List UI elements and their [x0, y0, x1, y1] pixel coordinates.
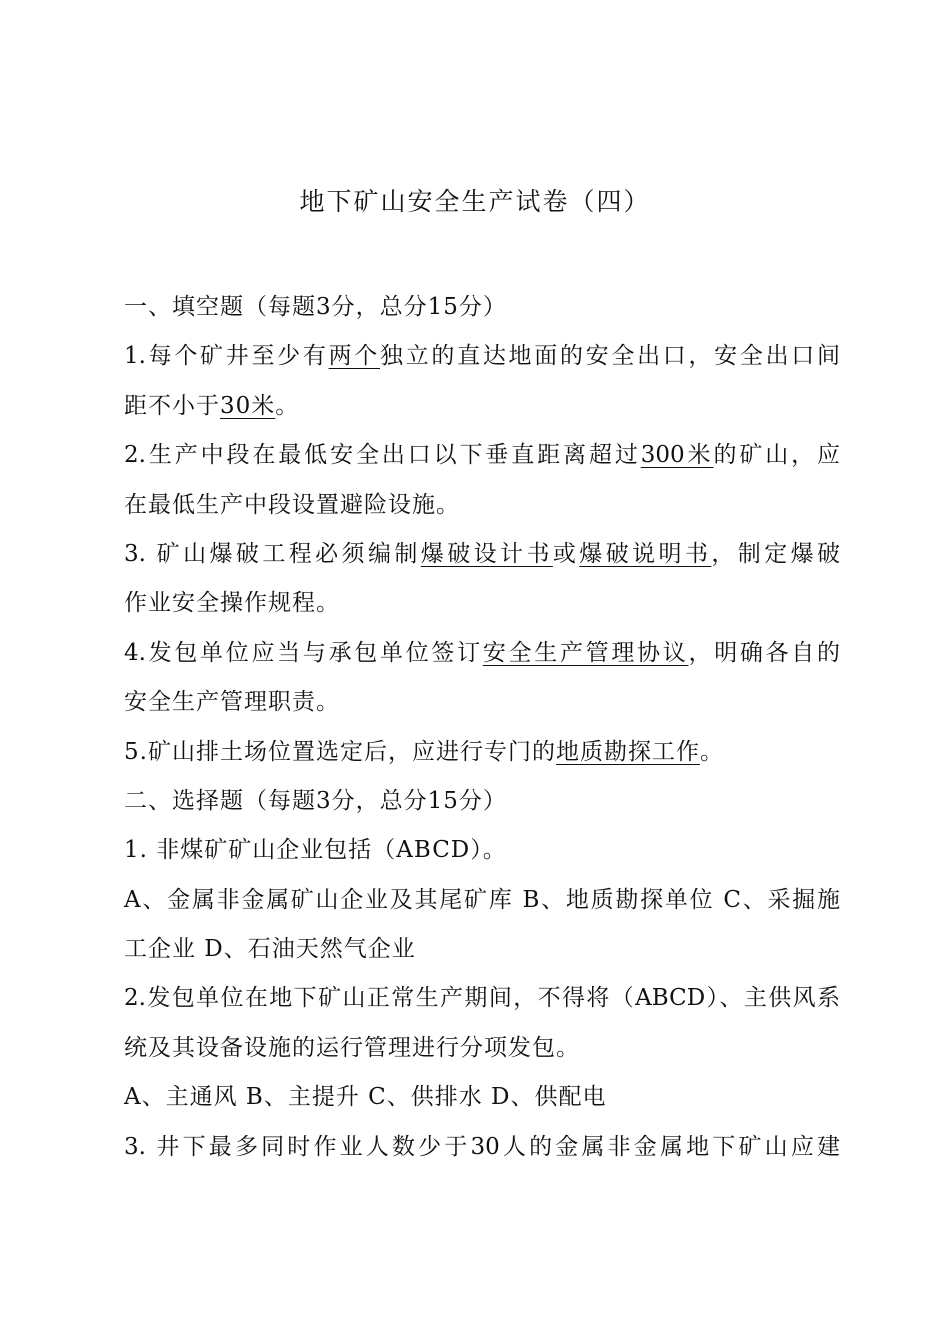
text-line [124, 481, 840, 530]
text-line [124, 826, 840, 875]
text-segment: 或 [552, 540, 580, 567]
text-segment: A、主通风 B、主提升 C、供排水 D、供配电 [124, 1084, 607, 1111]
text-segment: 距不小于 [124, 392, 220, 419]
text-segment: ，制定爆破 [711, 540, 841, 567]
text-line [124, 1024, 840, 1073]
answer-blank: 地质勘探工作 [555, 738, 700, 765]
text-segment: A、金属非金属矿山企业及其尾矿库 B、地质勘探单位 C、采掘施 [124, 886, 840, 913]
answer-blank: 两个 [328, 343, 381, 370]
text-segment: 3. 矿山爆破工程必须编制 [124, 540, 421, 567]
text-segment: 2.生产中段在最低安全出口以下垂直距离超过 [124, 442, 641, 469]
text-line [124, 431, 840, 480]
answer-blank: 爆破说明书 [579, 540, 712, 567]
text-segment: 工企业 D、石油天然气企业 [124, 936, 416, 963]
text-segment: 。 [275, 392, 300, 419]
text-line [124, 629, 840, 678]
answer-blank: 30米 [220, 392, 276, 419]
text-segment: 1. 非煤矿矿山企业包括（ABCD）。 [124, 837, 507, 864]
text-segment: 安全生产管理职责。 [124, 689, 340, 716]
text-line [124, 382, 840, 431]
text-segment: 5.矿山排土场位置选定后，应进行专门的 [124, 738, 556, 765]
text-segment: 独立的直达地面的安全出口，安全出口间 [380, 343, 841, 370]
text-segment: 4.发包单位应当与承包单位签订 [124, 639, 483, 666]
text-line [124, 579, 840, 628]
text-line [124, 530, 840, 579]
answer-blank: 安全生产管理协议 [482, 639, 689, 666]
text-segment: ，明确各自的 [688, 639, 841, 666]
text-line [124, 876, 840, 925]
text-line [124, 974, 840, 1023]
text-line [124, 283, 840, 332]
text-segment: 作业安全操作规程。 [124, 590, 340, 617]
text-line [124, 678, 840, 727]
text-line [124, 925, 840, 974]
body-text [124, 283, 840, 1172]
text-segment: 的矿山，应 [713, 442, 840, 469]
text-line [124, 777, 840, 826]
text-segment: 一、填空题（每题3分，总分15分） [124, 294, 507, 320]
text-segment: 2.发包单位在地下矿山正常生产期间，不得将（ABCD）、主供风系 [124, 985, 840, 1012]
text-segment: 二、选择题（每题3分，总分15分） [124, 787, 507, 814]
text-segment: 统及其设备设施的运行管理进行分项发包。 [124, 1034, 580, 1061]
text-segment: 1.每个矿井至少有 [124, 343, 329, 370]
text-segment: 。 [699, 738, 724, 765]
text-line [124, 728, 840, 777]
answer-blank: 爆破设计书 [420, 540, 553, 567]
text-segment: 3. 井下最多同时作业人数少于30人的金属非金属地下矿山应建 [124, 1133, 840, 1160]
text-line [124, 1073, 840, 1122]
answer-blank: 300米 [640, 442, 714, 469]
page-title: 地下矿山安全生产试卷（四） [299, 187, 651, 216]
text-line [124, 332, 840, 381]
text-segment: 在最低生产中段设置避险设施。 [124, 491, 460, 518]
text-line [124, 1123, 840, 1172]
